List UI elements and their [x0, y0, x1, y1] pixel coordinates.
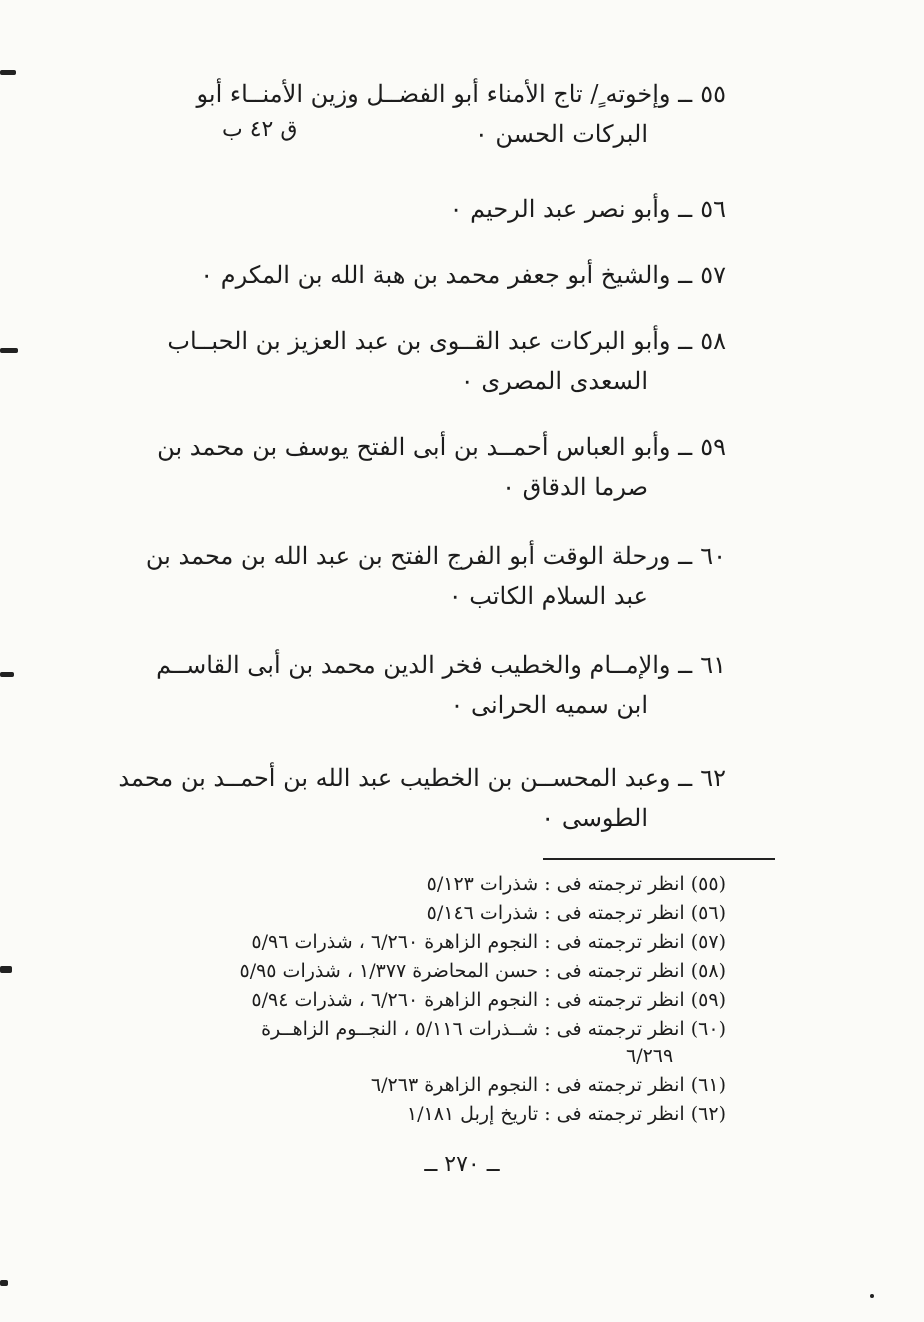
entry-57 [126, 255, 726, 295]
footnote-55: (٥٥) انظر ترجمته فى : شذرات ٥/١٢٣ [426, 873, 726, 895]
entry-number: ٥٩ [700, 433, 726, 461]
entry-number: ٥٥ [700, 80, 726, 108]
entry-text-line2: الطوسى ٠ [541, 804, 648, 832]
entry-number: ٦١ [700, 651, 726, 679]
footnote-58: (٥٨) انظر ترجمته فى : حسن المحاضرة ١/٣٧٧ ، شذرات ٥/٩٥ [239, 960, 726, 982]
entry-text-line1: ــ وأبو البركات عبد القــوى بن عبد العزيز بن الحبــاب [167, 327, 693, 355]
entry-58 [126, 321, 726, 401]
footnote-60: (٦٠) انظر ترجمته فى : شــذرات ٥/١١٦ ، النجــوم الزاهــرة [261, 1018, 726, 1040]
entry-62 [118, 758, 726, 838]
entry-text-line1: ــ وإخوته ٍ/ تاج الأمناء أبو الفضــل وزين الأمنــاء أبو [196, 80, 693, 108]
entry-text-line1: ــ ورحلة الوقت أبو الفرج الفتح بن عبد الله بن محمد بن [145, 542, 693, 570]
footnote-60-continuation: ٦/٢٦٩ [626, 1045, 674, 1067]
folio-marker: ق ٤٢ ب [222, 117, 298, 142]
footnote-59: (٥٩) انظر ترجمته فى : النجوم الزاهرة ٦/٢٦٠ ، شذرات ٥/٩٤ [251, 989, 726, 1011]
footnote-62: (٦٢) انظر ترجمته فى : تاريخ إربل ١/١٨١ [406, 1103, 726, 1125]
entry-number: ٦٢ [700, 764, 726, 792]
scan-mark [0, 348, 18, 353]
footnotes [126, 870, 726, 1129]
entry-number: ٦٠ [700, 542, 726, 570]
entry-55 [126, 74, 726, 154]
entry-text-line2: السعدى المصرى ٠ [460, 367, 648, 395]
entry-text-line1: ــ وأبو نصر عبد الرحيم ٠ [449, 195, 693, 223]
page-number: ــ ٢٧٠ ــ [424, 1152, 500, 1177]
scan-mark [0, 672, 14, 677]
entry-text-line2: عبد السلام الكاتب ٠ [448, 582, 648, 610]
scan-mark [0, 1280, 8, 1286]
scan-mark [870, 1294, 874, 1298]
entry-number: ٥٧ [700, 261, 726, 289]
entry-text-line1: ــ وأبو العباس أحمــد بن أبى الفتح يوسف بن محمد بن [157, 433, 693, 461]
entry-text-line2: ابن سميه الحرانى ٠ [450, 691, 648, 719]
entry-text-line1: ــ والإمــام والخطيب فخر الدين محمد بن أبى القاســم [156, 651, 693, 679]
scan-mark [0, 70, 16, 75]
entry-number: ٥٦ [700, 195, 726, 223]
scan-mark [0, 966, 12, 973]
entry-59 [126, 427, 726, 507]
footnote-61: (٦١) انظر ترجمته فى : النجوم الزاهرة ٦/٢٦٣ [370, 1074, 726, 1096]
entry-text-line1: ــ والشيخ أبو جعفر محمد بن هبة الله بن المكرم ٠ [200, 261, 693, 289]
footnote-57: (٥٧) انظر ترجمته فى : النجوم الزاهرة ٦/٢٦٠ ، شذرات ٥/٩٦ [251, 931, 726, 953]
footnote-56: (٥٦) انظر ترجمته فى : شذرات ٥/١٤٦ [426, 902, 726, 924]
entry-text-line2: البركات الحسن ٠ [474, 120, 648, 148]
footnote-separator [543, 858, 775, 860]
entry-text-line2: صرما الدقاق ٠ [502, 473, 648, 501]
entry-56 [126, 189, 726, 229]
entry-61 [126, 645, 726, 725]
entry-60 [126, 536, 726, 616]
entry-number: ٥٨ [700, 327, 726, 355]
entry-text-line1: ــ وعبد المحســن بن الخطيب عبد الله بن أحمــد بن محمد [118, 764, 693, 792]
